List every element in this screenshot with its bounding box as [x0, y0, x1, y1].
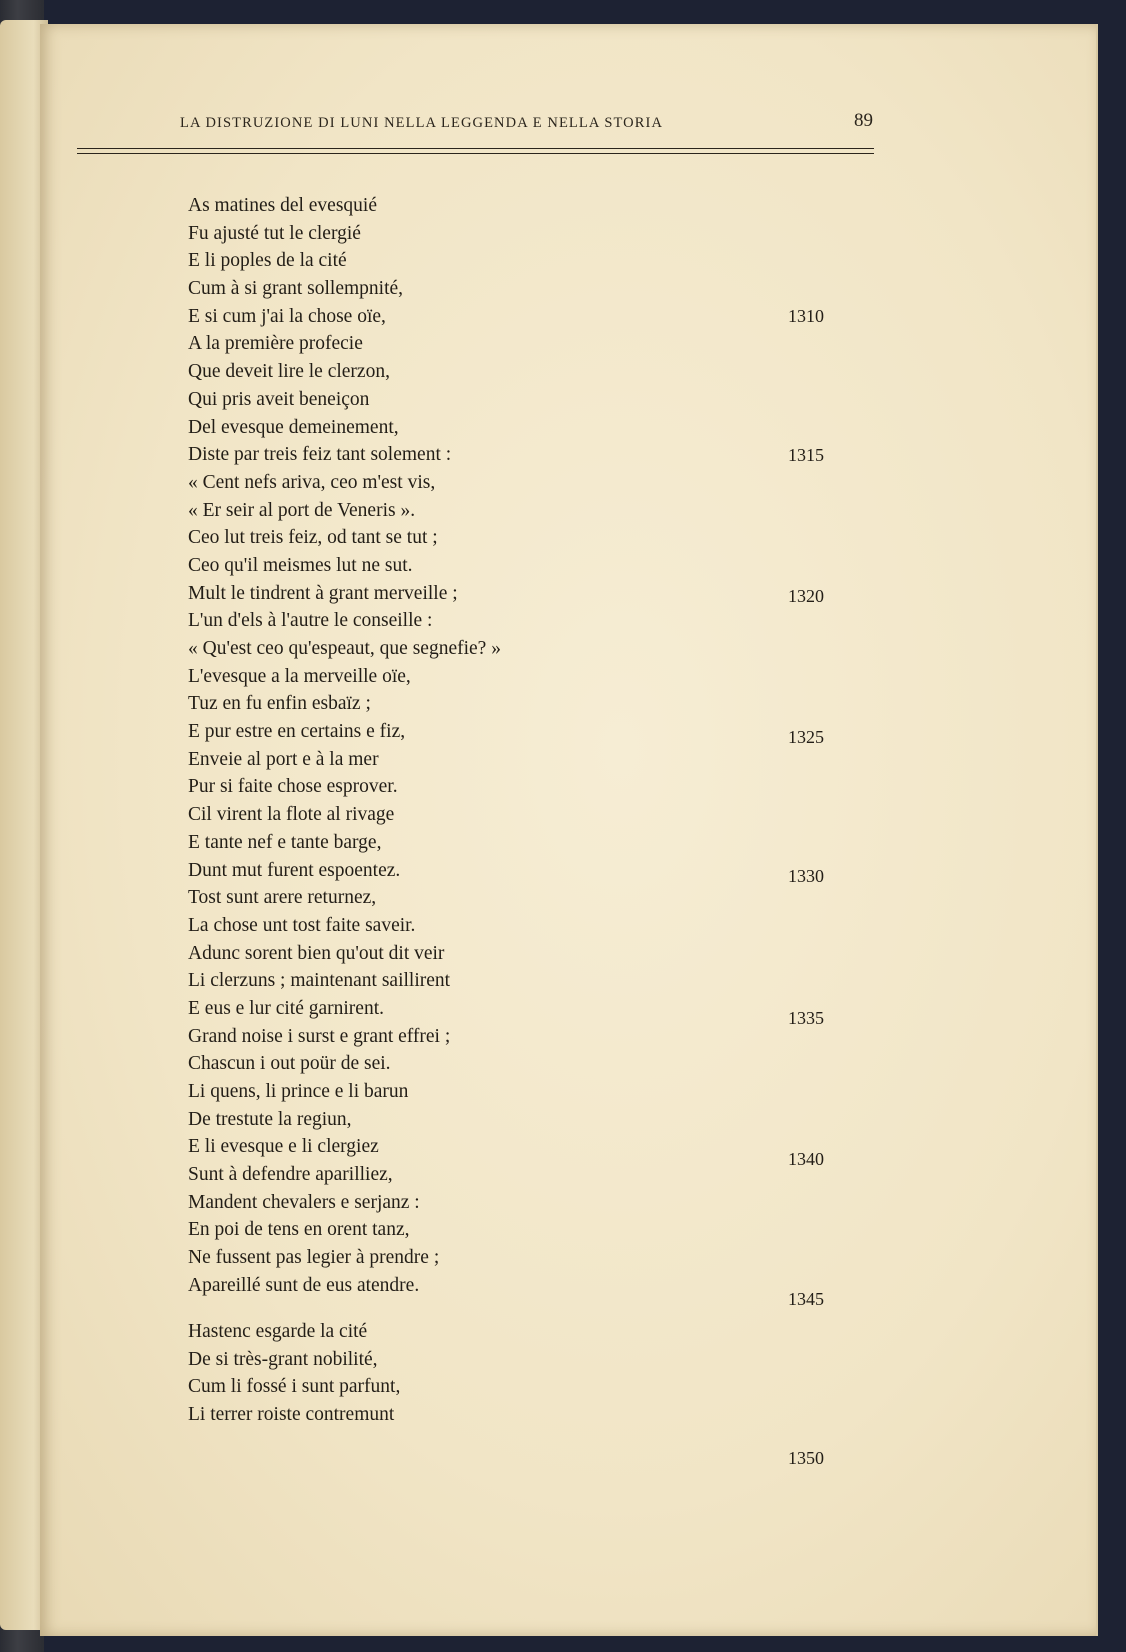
verse-line: E li evesque e li clergiez — [188, 1136, 379, 1158]
verse-line: « Qu'est ceo qu'espeaut, que segnefie? » — [188, 638, 501, 659]
running-title: LA DISTRUZIONE DI LUNI NELLA LEGGENDA E NELLA STORIA — [180, 115, 664, 131]
verse-line: Diste par treis feiz tant solement : — [188, 444, 452, 466]
verse-line: En poi de tens en orent tanz, — [188, 1219, 410, 1241]
verse-line: Cum à si grant sollempnité, — [188, 278, 404, 300]
verse-line: « Cent nefs ariva, ceo m'est vis, — [188, 471, 436, 493]
verse-line: E pur estre en certains e fiz, — [188, 721, 406, 743]
line-number: 1350 — [788, 1448, 824, 1468]
verse-line: Sunt à defendre aparilliez, — [188, 1164, 393, 1186]
line-number: 1320 — [788, 586, 824, 606]
verse-line: Chascun i out poür de sei. — [188, 1053, 391, 1075]
verse-line: A la première profecie — [188, 333, 363, 355]
verse-stanza — [188, 1318, 748, 1429]
verse-line: Fu ajusté tut le clergié — [188, 222, 361, 244]
verse-line: La chose unt tost faite saveir. — [188, 914, 416, 936]
verse-line: Cum li fossé i sunt parfunt, — [188, 1376, 401, 1398]
verse-line: Enveie al port e à la mer — [188, 748, 379, 770]
verse-line: Grand noise i surst e grant effrei ; — [188, 1025, 451, 1047]
verse-line: E si cum j'ai la chose oïe, — [188, 305, 386, 327]
verse-line: E li poples de la cité — [188, 250, 347, 272]
verse-line: E eus e lur cité garnirent. — [188, 997, 384, 1019]
verse-line: Li quens, li prince e li barun — [188, 1081, 409, 1102]
verse-line: Tuz en fu enfin esbaïz ; — [188, 693, 371, 715]
verse-line: Hastenc esgarde la cité — [188, 1321, 368, 1342]
verse-line: Adunc sorent bien qu'out dit veir — [188, 942, 445, 964]
verse-line: Del evesque demeinement, — [188, 416, 399, 438]
verse-line: Ceo qu'il meismes lut ne sut. — [188, 554, 413, 576]
verse-line: Cil virent la flote al rivage — [188, 804, 395, 826]
verse-line: L'evesque a la merveille oïe, — [188, 665, 411, 687]
header-rule — [77, 153, 874, 154]
verse-line: E tante nef e tante barge, — [188, 831, 382, 853]
verse-line: De trestute la regiun, — [188, 1108, 352, 1130]
line-number: 1325 — [788, 727, 824, 747]
line-number: 1345 — [788, 1289, 824, 1309]
verse-line: Ceo lut treis feiz, od tant se tut ; — [188, 527, 438, 549]
line-number: 1335 — [788, 1008, 824, 1028]
verse-line: Dunt mut furent espoentez. — [188, 859, 401, 881]
line-number: 1315 — [788, 445, 824, 465]
verse-line: Li terrer roiste contremunt — [188, 1404, 395, 1426]
verse-line: L'un d'els à l'autre le conseille : — [188, 610, 433, 632]
verse-line: Tost sunt arere returnez, — [188, 887, 377, 909]
verse-line: Li clerzuns ; maintenant saillirent — [188, 970, 451, 992]
verse-line: Mult le tindrent à grant merveille ; — [188, 582, 458, 604]
page-number: 89 — [854, 110, 873, 131]
line-number: 1330 — [788, 866, 824, 886]
line-number: 1310 — [788, 306, 824, 326]
verse-line: Pur si faite chose esprover. — [188, 776, 398, 798]
verse-line: Mandent chevalers e serjanz : — [188, 1191, 420, 1213]
verse-line: Apareillé sunt de eus atendre. — [188, 1274, 420, 1296]
line-number: 1340 — [788, 1149, 824, 1169]
verse-line: Qui pris aveit beneiçon — [188, 388, 370, 410]
verse-line: As matines del evesquié — [188, 195, 377, 216]
verse-stanza — [188, 192, 748, 1300]
verse-line: Ne fussent pas legier à prendre ; — [188, 1247, 440, 1269]
verse-line: Que deveit lire le clerzon, — [188, 361, 390, 383]
verse-line: De si très-grant nobilité, — [188, 1348, 378, 1370]
header-rule — [77, 148, 874, 149]
verse-line: « Er seir al port de Veneris ». — [188, 499, 416, 521]
